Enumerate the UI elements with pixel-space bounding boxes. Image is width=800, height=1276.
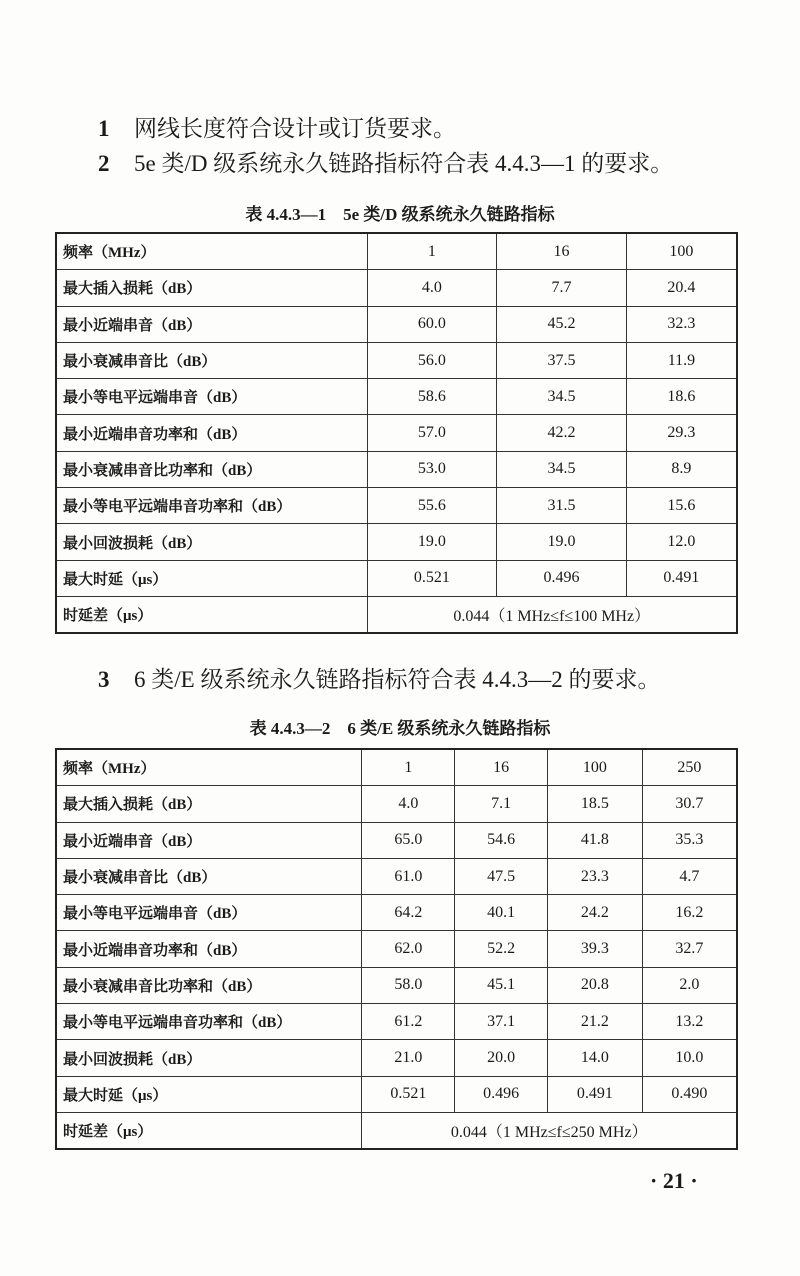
row-label: 最小衰减串音比（dB） bbox=[56, 858, 362, 894]
table-cell: 52.2 bbox=[455, 931, 548, 967]
table-cell: 16.2 bbox=[642, 895, 737, 931]
table-cell: 0.521 bbox=[367, 560, 497, 596]
table-row bbox=[56, 822, 737, 858]
row-label: 最小衰减串音比（dB） bbox=[56, 342, 367, 378]
table-row bbox=[56, 488, 737, 524]
table-cell: 45.1 bbox=[455, 967, 548, 1003]
item-number: 1 bbox=[98, 116, 110, 141]
table-row bbox=[56, 1076, 737, 1112]
table-cell: 29.3 bbox=[626, 415, 737, 451]
table-cell: 58.6 bbox=[367, 379, 497, 415]
table-cell: 55.6 bbox=[367, 488, 497, 524]
table-cell: 8.9 bbox=[626, 451, 737, 487]
row-label: 最小近端串音（dB） bbox=[56, 822, 362, 858]
table-cell: 64.2 bbox=[362, 895, 455, 931]
table-cell: 32.3 bbox=[626, 306, 737, 342]
table-cell: 61.2 bbox=[362, 1004, 455, 1040]
table-cell: 62.0 bbox=[362, 931, 455, 967]
table-row bbox=[56, 895, 737, 931]
table-cell: 16 bbox=[497, 233, 627, 270]
table-cell: 2.0 bbox=[642, 967, 737, 1003]
table-cell: 0.490 bbox=[642, 1076, 737, 1112]
row-label: 最小近端串音功率和（dB） bbox=[56, 931, 362, 967]
table-cell: 250 bbox=[642, 749, 737, 786]
table-header-row bbox=[56, 749, 737, 786]
table-cell: 16 bbox=[455, 749, 548, 786]
item-text: 5e 类/D 级系统永久链路指标符合表 4.4.3—1 的要求。 bbox=[134, 151, 674, 176]
paragraph-3 bbox=[98, 661, 660, 694]
table-cell: 18.5 bbox=[547, 786, 642, 822]
table-cell: 4.0 bbox=[362, 786, 455, 822]
table-header-row bbox=[56, 233, 737, 270]
table-cell: 31.5 bbox=[497, 488, 627, 524]
table-row bbox=[56, 786, 737, 822]
table-cell: 10.0 bbox=[642, 1040, 737, 1076]
table-cell: 20.8 bbox=[547, 967, 642, 1003]
table-cell: 34.5 bbox=[497, 379, 627, 415]
row-label: 最小近端串音功率和（dB） bbox=[56, 415, 367, 451]
table-cell: 100 bbox=[547, 749, 642, 786]
table-row bbox=[56, 560, 737, 596]
table-cell: 34.5 bbox=[497, 451, 627, 487]
table-cell: 20.0 bbox=[455, 1040, 548, 1076]
table-cell: 13.2 bbox=[642, 1004, 737, 1040]
table-2-caption: 表 4.4.3—2 6 类/E 级系统永久链路指标 bbox=[249, 719, 551, 738]
row-label: 频率（MHz） bbox=[56, 233, 367, 270]
table-cell: 65.0 bbox=[362, 822, 455, 858]
row-label: 最小近端串音（dB） bbox=[56, 306, 367, 342]
table-6-permanent-link bbox=[55, 748, 738, 1150]
row-label: 最小衰减串音比功率和（dB） bbox=[56, 967, 362, 1003]
table-cell: 0.496 bbox=[497, 560, 627, 596]
table-cell: 4.0 bbox=[367, 270, 497, 306]
page-number: · 21 · bbox=[650, 1168, 698, 1193]
table-row bbox=[56, 524, 737, 560]
table-cell: 7.7 bbox=[497, 270, 627, 306]
table-cell: 60.0 bbox=[367, 306, 497, 342]
row-label: 频率（MHz） bbox=[56, 749, 362, 786]
table-cell: 0.521 bbox=[362, 1076, 455, 1112]
table-cell: 41.8 bbox=[547, 822, 642, 858]
row-label: 最大插入损耗（dB） bbox=[56, 270, 367, 306]
table-cell: 32.7 bbox=[642, 931, 737, 967]
table-cell: 37.1 bbox=[455, 1004, 548, 1040]
table-row bbox=[56, 931, 737, 967]
item-number: 2 bbox=[98, 151, 110, 176]
table-cell: 0.496 bbox=[455, 1076, 548, 1112]
table-cell: 19.0 bbox=[367, 524, 497, 560]
item-text: 6 类/E 级系统永久链路指标符合表 4.4.3—2 的要求。 bbox=[134, 667, 661, 692]
table-cell: 20.4 bbox=[626, 270, 737, 306]
table-cell: 23.3 bbox=[547, 858, 642, 894]
table-cell: 15.6 bbox=[626, 488, 737, 524]
row-label: 时延差（μs） bbox=[56, 596, 367, 633]
table-cell: 18.6 bbox=[626, 379, 737, 415]
table-cell: 35.3 bbox=[642, 822, 737, 858]
table-cell: 12.0 bbox=[626, 524, 737, 560]
table-row bbox=[56, 342, 737, 378]
table-cell: 54.6 bbox=[455, 822, 548, 858]
table-cell: 14.0 bbox=[547, 1040, 642, 1076]
table-row bbox=[56, 1040, 737, 1076]
table-cell: 57.0 bbox=[367, 415, 497, 451]
table-cell: 47.5 bbox=[455, 858, 548, 894]
table-cell: 7.1 bbox=[455, 786, 548, 822]
table-row bbox=[56, 451, 737, 487]
table-cell: 0.491 bbox=[626, 560, 737, 596]
table-row bbox=[56, 415, 737, 451]
table-cell: 30.7 bbox=[642, 786, 737, 822]
row-label: 最小等电平远端串音（dB） bbox=[56, 895, 362, 931]
row-label: 时延差（μs） bbox=[56, 1112, 362, 1149]
table-cell: 0.044（1 MHz≤f≤100 MHz） bbox=[367, 596, 737, 633]
table-cell: 19.0 bbox=[497, 524, 627, 560]
table-5e-permanent-link bbox=[55, 232, 738, 634]
table-cell: 4.7 bbox=[642, 858, 737, 894]
table-cell: 58.0 bbox=[362, 967, 455, 1003]
table-row bbox=[56, 270, 737, 306]
table-cell: 0.044（1 MHz≤f≤250 MHz） bbox=[362, 1112, 737, 1149]
table-cell: 21.2 bbox=[547, 1004, 642, 1040]
row-label: 最小等电平远端串音（dB） bbox=[56, 379, 367, 415]
table-row bbox=[56, 379, 737, 415]
table-cell: 1 bbox=[362, 749, 455, 786]
table-cell: 21.0 bbox=[362, 1040, 455, 1076]
table-cell: 40.1 bbox=[455, 895, 548, 931]
table-row bbox=[56, 306, 737, 342]
table-cell: 24.2 bbox=[547, 895, 642, 931]
paragraph-1 bbox=[98, 110, 456, 143]
paragraph-2 bbox=[98, 145, 673, 178]
table-cell: 61.0 bbox=[362, 858, 455, 894]
row-label: 最大时延（μs） bbox=[56, 1076, 362, 1112]
table-cell: 56.0 bbox=[367, 342, 497, 378]
table-row bbox=[56, 967, 737, 1003]
row-label: 最大时延（μs） bbox=[56, 560, 367, 596]
item-text: 网线长度符合设计或订货要求。 bbox=[134, 116, 456, 141]
row-label: 最小回波损耗（dB） bbox=[56, 524, 367, 560]
table-cell: 37.5 bbox=[497, 342, 627, 378]
table-cell: 11.9 bbox=[626, 342, 737, 378]
table-row bbox=[56, 858, 737, 894]
row-label: 最大插入损耗（dB） bbox=[56, 786, 362, 822]
table-footer-row bbox=[56, 1112, 737, 1149]
table-cell: 39.3 bbox=[547, 931, 642, 967]
table-cell: 42.2 bbox=[497, 415, 627, 451]
row-label: 最小等电平远端串音功率和（dB） bbox=[56, 488, 367, 524]
table-cell: 0.491 bbox=[547, 1076, 642, 1112]
table-1-caption: 表 4.4.3—1 5e 类/D 级系统永久链路指标 bbox=[245, 205, 555, 224]
row-label: 最小等电平远端串音功率和（dB） bbox=[56, 1004, 362, 1040]
table-cell: 53.0 bbox=[367, 451, 497, 487]
item-number: 3 bbox=[98, 667, 110, 692]
table-footer-row bbox=[56, 596, 737, 633]
table-cell: 1 bbox=[367, 233, 497, 270]
table-cell: 100 bbox=[626, 233, 737, 270]
table-cell: 45.2 bbox=[497, 306, 627, 342]
row-label: 最小衰减串音比功率和（dB） bbox=[56, 451, 367, 487]
table-row bbox=[56, 1004, 737, 1040]
row-label: 最小回波损耗（dB） bbox=[56, 1040, 362, 1076]
